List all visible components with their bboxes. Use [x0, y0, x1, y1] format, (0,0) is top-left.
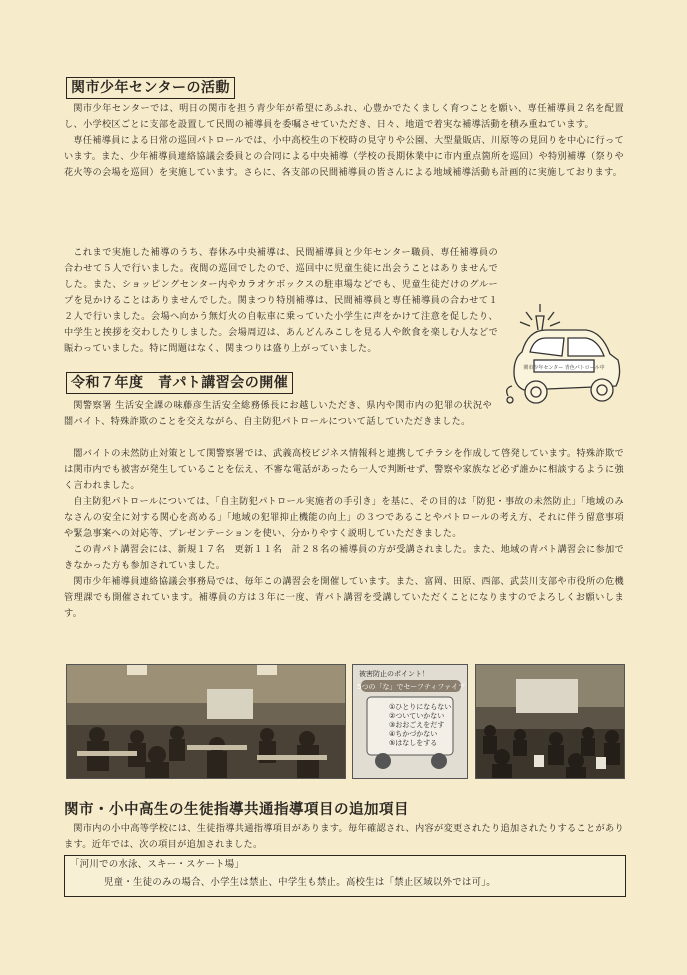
notice-box-title: 「河川での水泳、スキー・スケート場」 [70, 859, 245, 870]
photo-audience [475, 664, 625, 779]
section2-paragraph-5: 関市少年補導員連絡協議会事務局では、毎年この講習会を開催しています。また、富岡、田原、西部、武芸川支部や市役所の危機管理課でも開催されています。補導員の方は３年に一度、青パト講習を受講していただくことになりますのでよろしくお願いします。 [64, 576, 624, 619]
section1-body [64, 101, 624, 181]
slide-badge: 5つの「な」でセーフティファイブ [357, 683, 465, 691]
section2-paragraph-2: 闇バイトの未然防止対策として関警察署では、武義高校ビジネス情報科と連携してチラシを作成して啓発しています。特殊詐欺では関市内でも被害が発生していることを伝え、不審な電話があったら一人で判断せず、警察や家族など必ず誰かに相談するように強く言われました。 [64, 448, 624, 491]
section3-body [64, 821, 624, 853]
section1-paragraph-1: 関市少年センターでは、明日の関市を担う青少年が希望にあふれ、心豊かでたくましく育つことを願い、専任補導員２名を配置し、小学校区ごとに支部を設置して民間の補導員を委嘱させていただき、日々、地道で着実な補導活動を積み重ねています。 [64, 103, 624, 130]
section2-paragraph-4: この青パト講習会には、新規１７名 更新１１名 計２８名の補導員の方が受講されました。また、地域の青パト講習会に参加できなかった方も参加されていました。 [64, 544, 624, 571]
car-sign: 関市少年センター 青色パトロール中 [523, 365, 605, 371]
section1-paragraph-2: 専任補導員による日常の巡回パトロールでは、小中高校生の下校時の見守りや公園、大型量販店、川原等の見回りを中心に行っています。また、少年補導員連絡協議会委員との合同による中央補導（学校の長期休業中に市内重点箇所を巡回）や特別補導（祭りや花火等の会場を巡回）を実施しています。さらに、各支部の民間補導員の皆さんによる地域補導活動も計画的に実施しております。 [64, 135, 624, 178]
section2-intro [64, 398, 492, 430]
slide-item-5: ⑤はなしをする [389, 739, 438, 747]
photo-lecture-room [66, 664, 346, 779]
section3-paragraph: 関市内の小中高等学校には、生徒指導共通指導項目があります。毎年確認され、内容が変更されたり追加されたりすることがあります。近年では、次の項目が追加されました。 [64, 823, 624, 850]
patrol-car-icon [506, 300, 630, 412]
notice-box-text: 児童・生徒のみの場合、小学生は禁止、中学生も禁止。高校生は「禁止区域以外では可」。 [104, 877, 496, 888]
photo-presentation-slide [352, 664, 468, 779]
slide-item-2: ②ついていかない [389, 712, 445, 720]
section1-paragraph-3: これまで実施した補導のうち、春休み中央補導は、民間補導員と少年センター職員、専任補導員の合わせて５人で行いました。夜間の巡回でしたので、巡回中に児童生徒に出会うことはありませんでした。また、ショッピングセンター内やカラオケボックスの駐車場などでも、児童生徒だけのグループを見かけることはありませんでした。関まつり特別補導は、民間補導員と専任補導員の合わせて１２人で行いました。会場へ向かう無灯火の自転車に乗っていた小学生に声をかけて注意を促したり、中学生と挨拶を交わしたりしました。会場周辺は、あんどんみこしを見る人や飲食を楽しむ人などで賑わっていました。特に問題はなく、関まつりは盛り上がっていました。 [64, 247, 498, 354]
section2-body [64, 446, 624, 622]
section2-paragraph-3: 自主防犯パトロールについては、「自主防犯パトロール実施者の手引き」を基に、その目的は「防犯・事故の未然防止」「地域のみなさんの安全に対する関心を高める」「地域の犯罪抑止機能の向上」の３つであることやパトロールの考え方、それに伴う留意事項や緊急事案への対応等、プレゼンテーションを使い、分かりやすく説明していただきました。 [64, 496, 624, 539]
slide-item-4: ④ちかづかない [389, 730, 438, 738]
section3-title: 関市・小中高生の生徒指導共通指導項目の追加項目 [64, 802, 409, 818]
slide-item-3: ③おおごえをだす [389, 721, 445, 729]
slide-item-1: ①ひとりにならない [389, 703, 452, 711]
slide-heading: 被害防止のポイント！ [359, 670, 429, 678]
section2-title: 令和７年度 青パト講習会の開催 [66, 372, 293, 394]
section2-paragraph-1: 関警察署 生活安全課の味藤彦生活安全総務係長にお越しいただき、県内や関市内の犯罪の状況や闇バイト、特殊詐欺のことを交えながら、自主防犯パトロールについて話していただきました。 [64, 400, 492, 427]
section1-title: 関市少年センターの活動 [66, 77, 235, 99]
